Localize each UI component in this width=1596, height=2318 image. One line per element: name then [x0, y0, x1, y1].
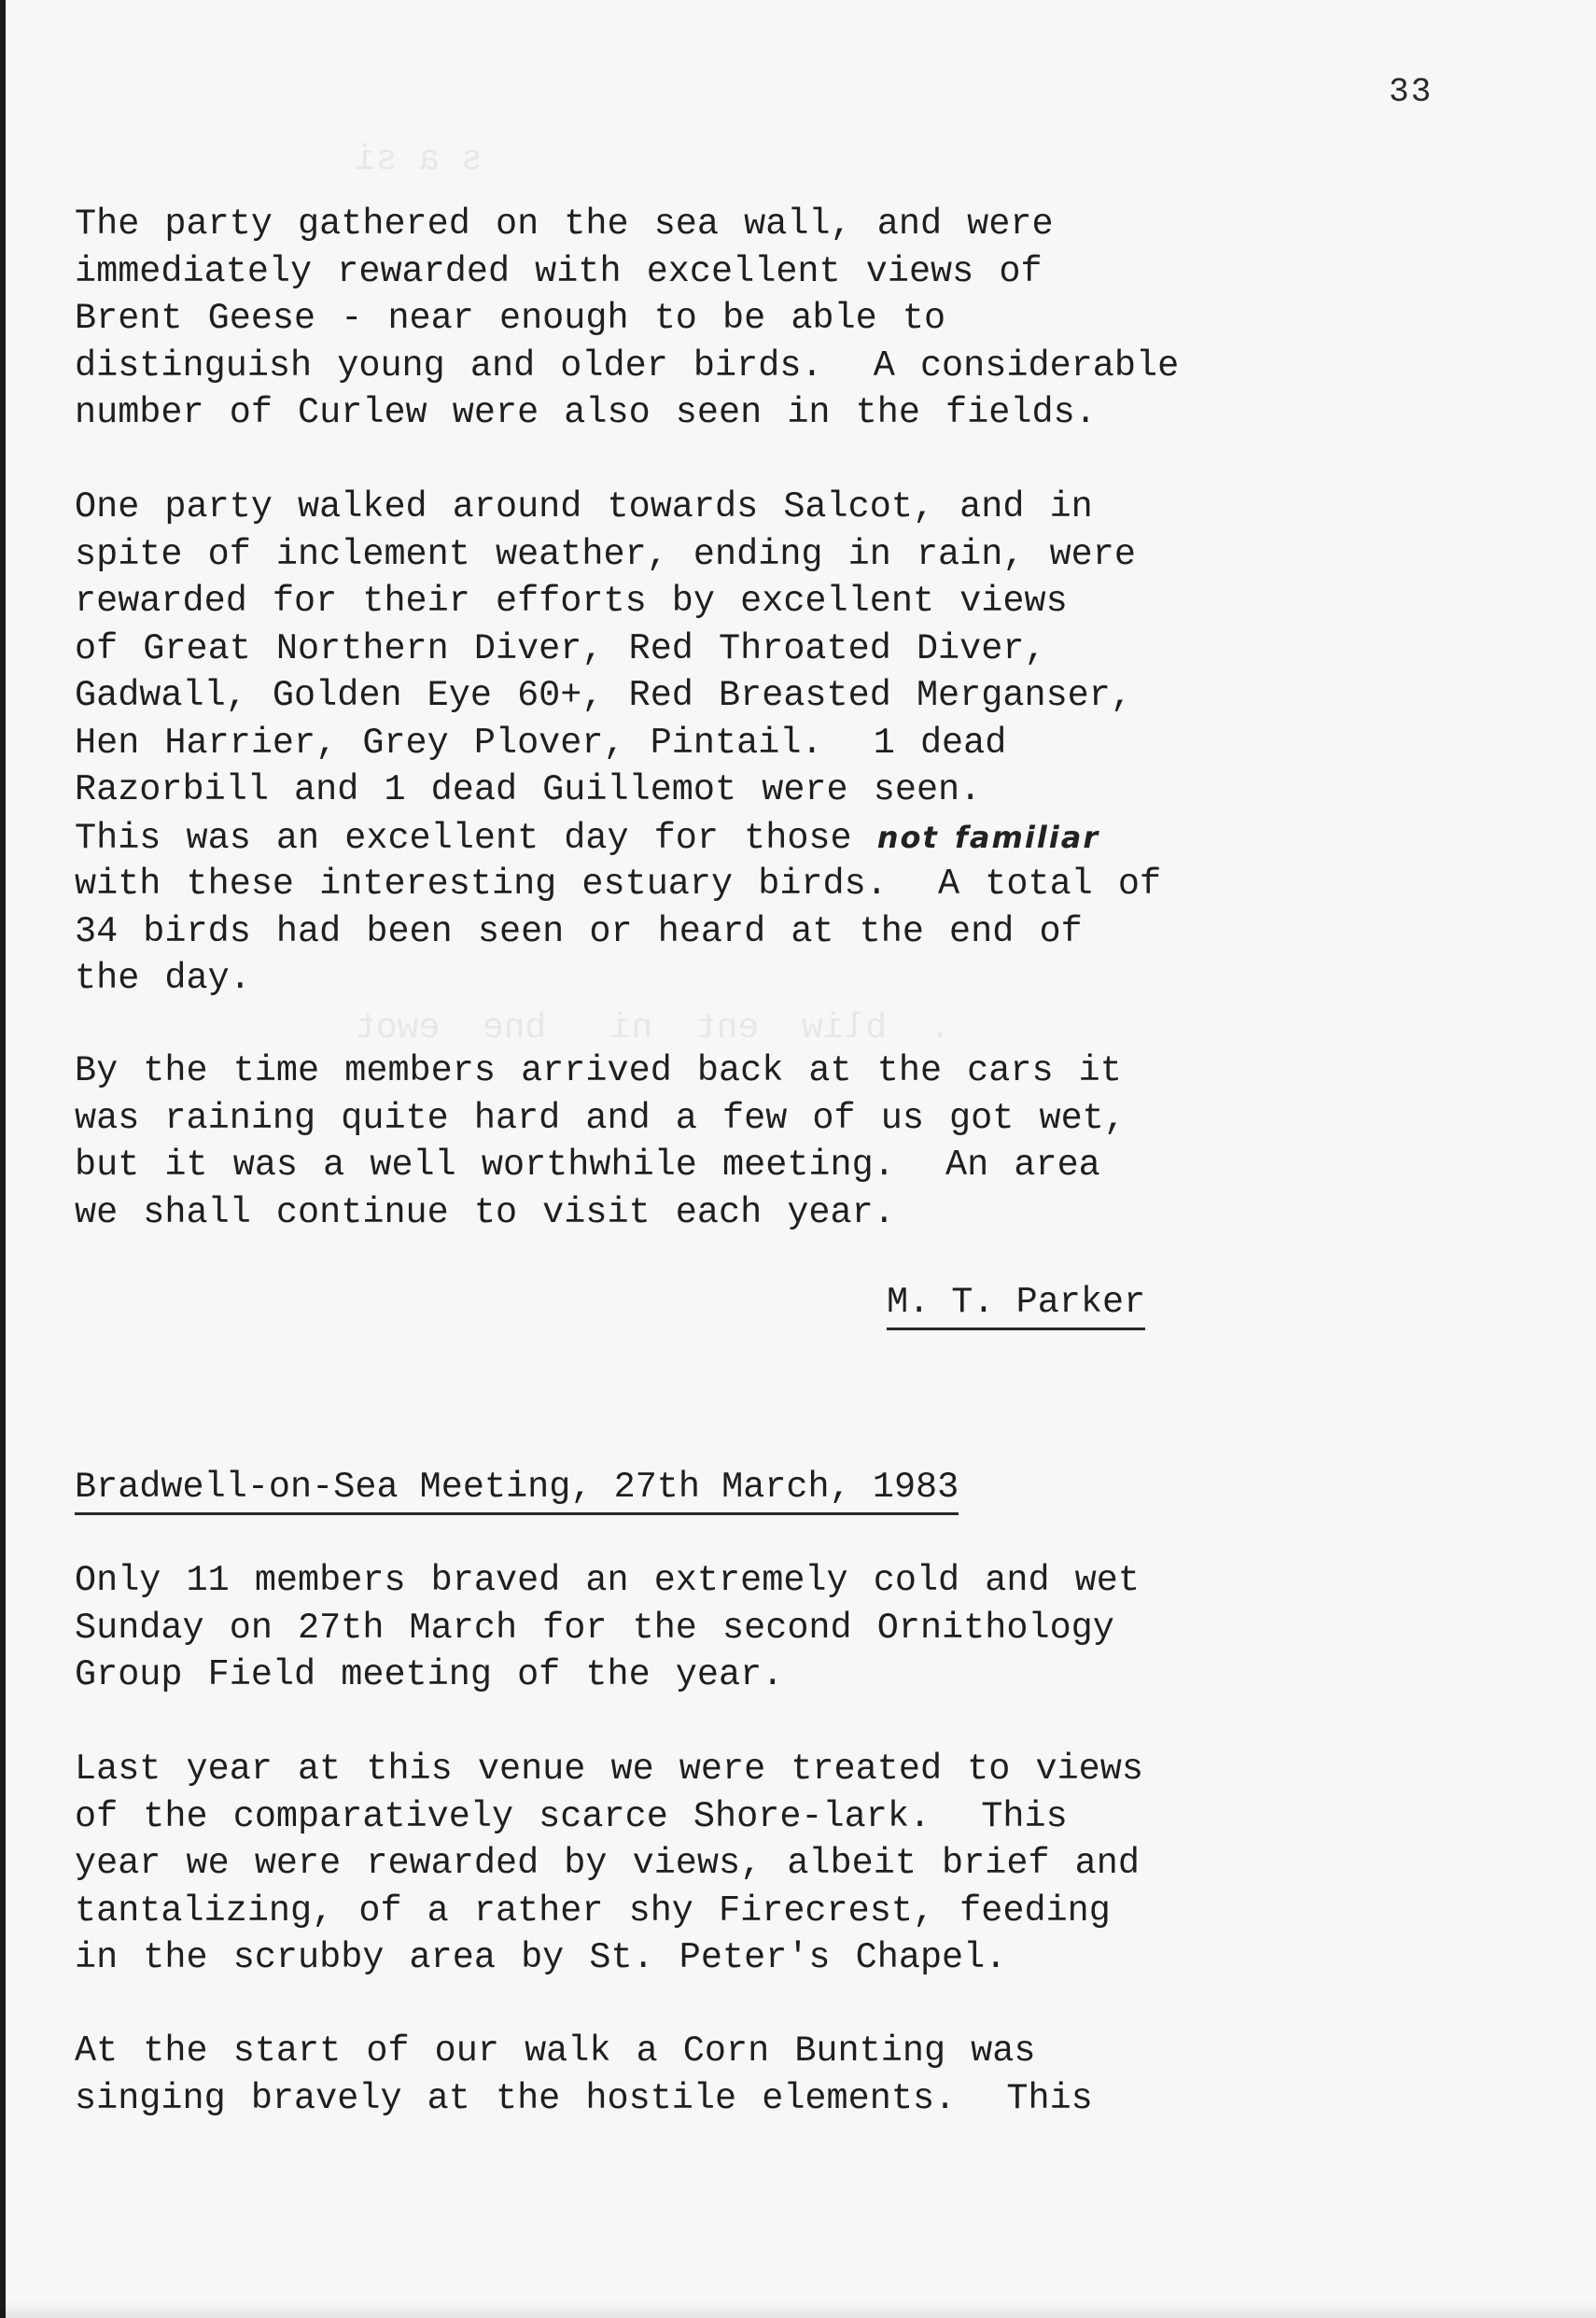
- text-line: Last year at this venue we were treated to views: [75, 1749, 1143, 1790]
- text-line: 34 birds had been seen or heard at the end of: [75, 910, 1083, 952]
- paragraph-firecrest: [75, 1746, 1531, 1982]
- text-line: Group Field meeting of the year.: [75, 1654, 784, 1695]
- text-segment: This was an excellent day for those: [75, 817, 877, 859]
- page-number: 33: [1389, 73, 1434, 111]
- text-line: Brent Geese - near enough to be able to: [75, 298, 946, 339]
- text-line: Hen Harrier, Grey Plover, Pintail. 1 dead: [75, 722, 1007, 764]
- text-line: singing bravely at the hostile elements. This: [75, 2077, 1093, 2119]
- text-line: spite of inclement weather, ending in rain, were: [75, 533, 1136, 575]
- show-through-text: s a si: [355, 140, 1185, 180]
- text-line: year we were rewarded by views, albeit brief and: [75, 1843, 1140, 1884]
- text-line: of the comparatively scarce Shore-lark. This: [75, 1795, 1068, 1837]
- show-through-text: . bliw ent ni bne ewot: [355, 1008, 951, 1048]
- text-line: One party walked around towards Salcot, and in: [75, 486, 1093, 527]
- author-signature: M. T. Parker: [887, 1279, 1145, 1330]
- text-line: By the time members arrived back at the cars it: [75, 1050, 1122, 1091]
- text-line: in the scrubby area by St. Peter's Chapel.: [75, 1937, 1007, 1978]
- text-line: tantalizing, of a rather shy Firecrest, feeding: [75, 1890, 1111, 1932]
- text-line: The party gathered on the sea wall, and were: [75, 204, 1054, 245]
- page-bottom-shadow: [0, 2301, 1596, 2318]
- section-heading: Bradwell-on-Sea Meeting, 27th March, 1983: [75, 1464, 959, 1515]
- text-line: number of Curlew were also seen in the fields.: [75, 392, 1097, 433]
- text-line: the day.: [75, 958, 251, 999]
- text-line: Razorbill and 1 dead Guillemot were seen.: [75, 769, 982, 810]
- inserted-words: not familiar: [876, 819, 1100, 855]
- text-line: was raining quite hard and a few of us got wet,: [75, 1097, 1126, 1139]
- paragraph-sea-wall: [75, 201, 1531, 437]
- paragraph-corn-bunting: [75, 2028, 1531, 2122]
- text-line: with these interesting estuary birds. A total of: [75, 864, 1162, 905]
- text-line: but it was a well worthwhile meeting. An area: [75, 1145, 1100, 1186]
- text-line: we shall continue to visit each year.: [75, 1191, 895, 1233]
- text-line: Sunday on 27th March for the second Ornithology: [75, 1607, 1114, 1649]
- paragraph-return-to-cars: [75, 1047, 1531, 1236]
- text-line-with-insert: [75, 814, 1531, 862]
- text-line: immediately rewarded with excellent views of: [75, 250, 1043, 292]
- text-line: Gadwall, Golden Eye 60+, Red Breasted Merganser,: [75, 675, 1132, 716]
- page-binding-edge: [0, 0, 6, 2318]
- text-line: At the start of our walk a Corn Bunting was: [75, 2030, 1036, 2072]
- text-line: Only 11 members braved an extremely cold and wet: [75, 1560, 1140, 1601]
- paragraph-salcot-walk: [75, 484, 1531, 1003]
- text-line: of Great Northern Diver, Red Throated Diver,: [75, 627, 1046, 669]
- text-line: rewarded for their efforts by excellent views: [75, 581, 1068, 622]
- text-line: distinguish young and older birds. A considerable: [75, 344, 1180, 386]
- paragraph-attendance: [75, 1557, 1531, 1699]
